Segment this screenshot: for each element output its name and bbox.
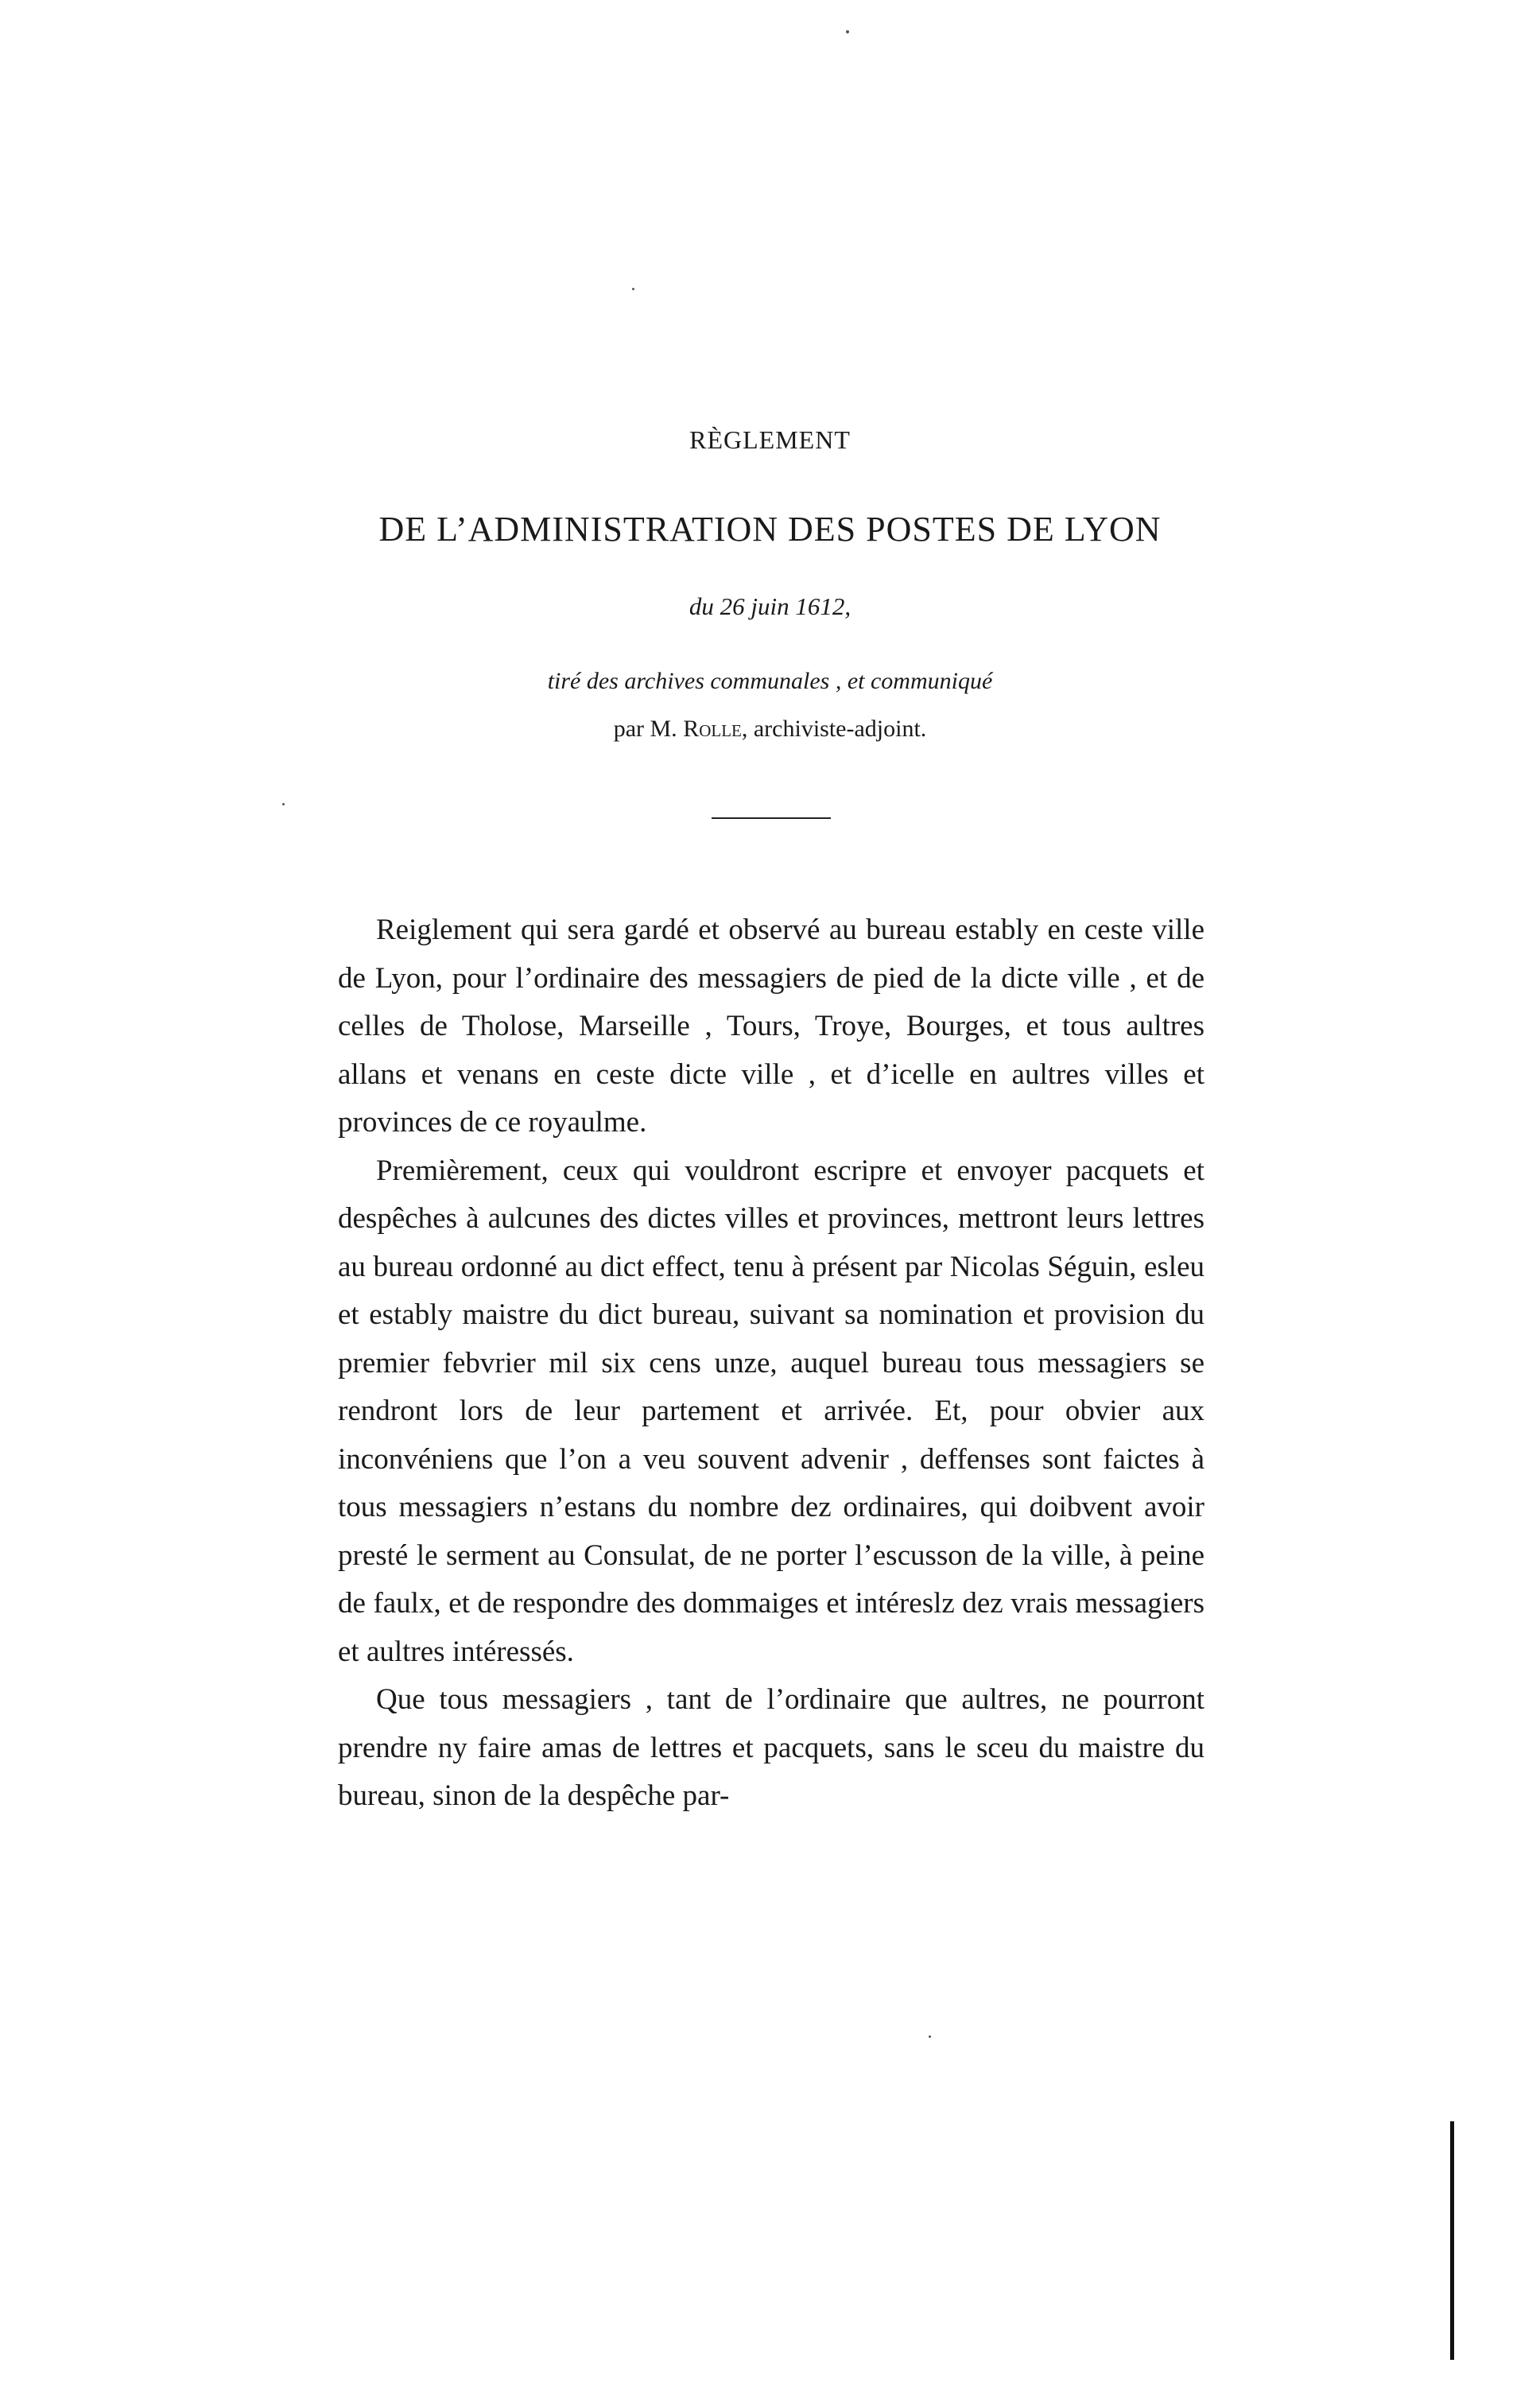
paragraph: Reiglement qui sera gardé et observé au bureau estably en ceste ville de Lyon, pour l’ordinaire des messagiers de pied de la dicte ville , et de celles de Tholose, Marseille , Tours, Troye, Bourges, et tous aultres allans et venans en ceste dicte ville , et d’icelle en aultres villes et provinces de ce royaulme. <box>338 914 1204 1139</box>
source-prefix: par M. <box>613 716 677 742</box>
body-text <box>338 906 1204 1821</box>
scan-speck <box>282 803 285 805</box>
source-line-2 <box>0 716 1540 743</box>
document-kicker: RÈGLEMENT <box>689 425 851 454</box>
scan-speck <box>632 288 634 290</box>
scan-speck <box>846 30 849 33</box>
document-date: du 26 juin 1612, <box>689 592 851 620</box>
document-title: DE L’ADMINISTRATION DES POSTES DE LYON <box>378 510 1162 549</box>
scan-speck <box>929 2035 931 2038</box>
title-divider <box>712 817 831 819</box>
source-line-1: tiré des archives communales , et communiqué <box>547 668 993 694</box>
source-suffix: archiviste-adjoint. <box>753 716 927 742</box>
paragraph: Premièrement, ceux qui vouldront escripre et envoyer pacquets et despêches à aulcunes des dictes villes et provinces, mettront leurs lettres au bureau ordonné au dict effect, tenu à présent par Nicolas Séguin, esleu et estably maistre du dict bureau, suivant sa nomination et provision du premier febvrier mil six cens unze, auquel bureau tous messagiers se rendront lors de leur partement et arrivée. Et, pour obvier aux inconvéniens que l’on a veu souvent advenir , deffenses sont faictes à tous messagiers n’estans du nombre dez ordinaires, qui doibvent avoir presté le serment au Consulat, de ne porter l’escusson de la ville, à peine de faulx, et de respondre des dommaiges et intéreslz dez vrais messagiers et aultres intéressés. <box>338 1154 1204 1668</box>
archivist-name: Rolle, <box>683 716 748 742</box>
paragraph: Que tous messagiers , tant de l’ordinaire que aultres, ne pourront prendre ny faire amas de lettres et pacquets, sans le sceu du maistre du bureau, sinon de la despêche par- <box>338 1683 1204 1812</box>
scan-margin-mark <box>1450 2121 1454 2360</box>
